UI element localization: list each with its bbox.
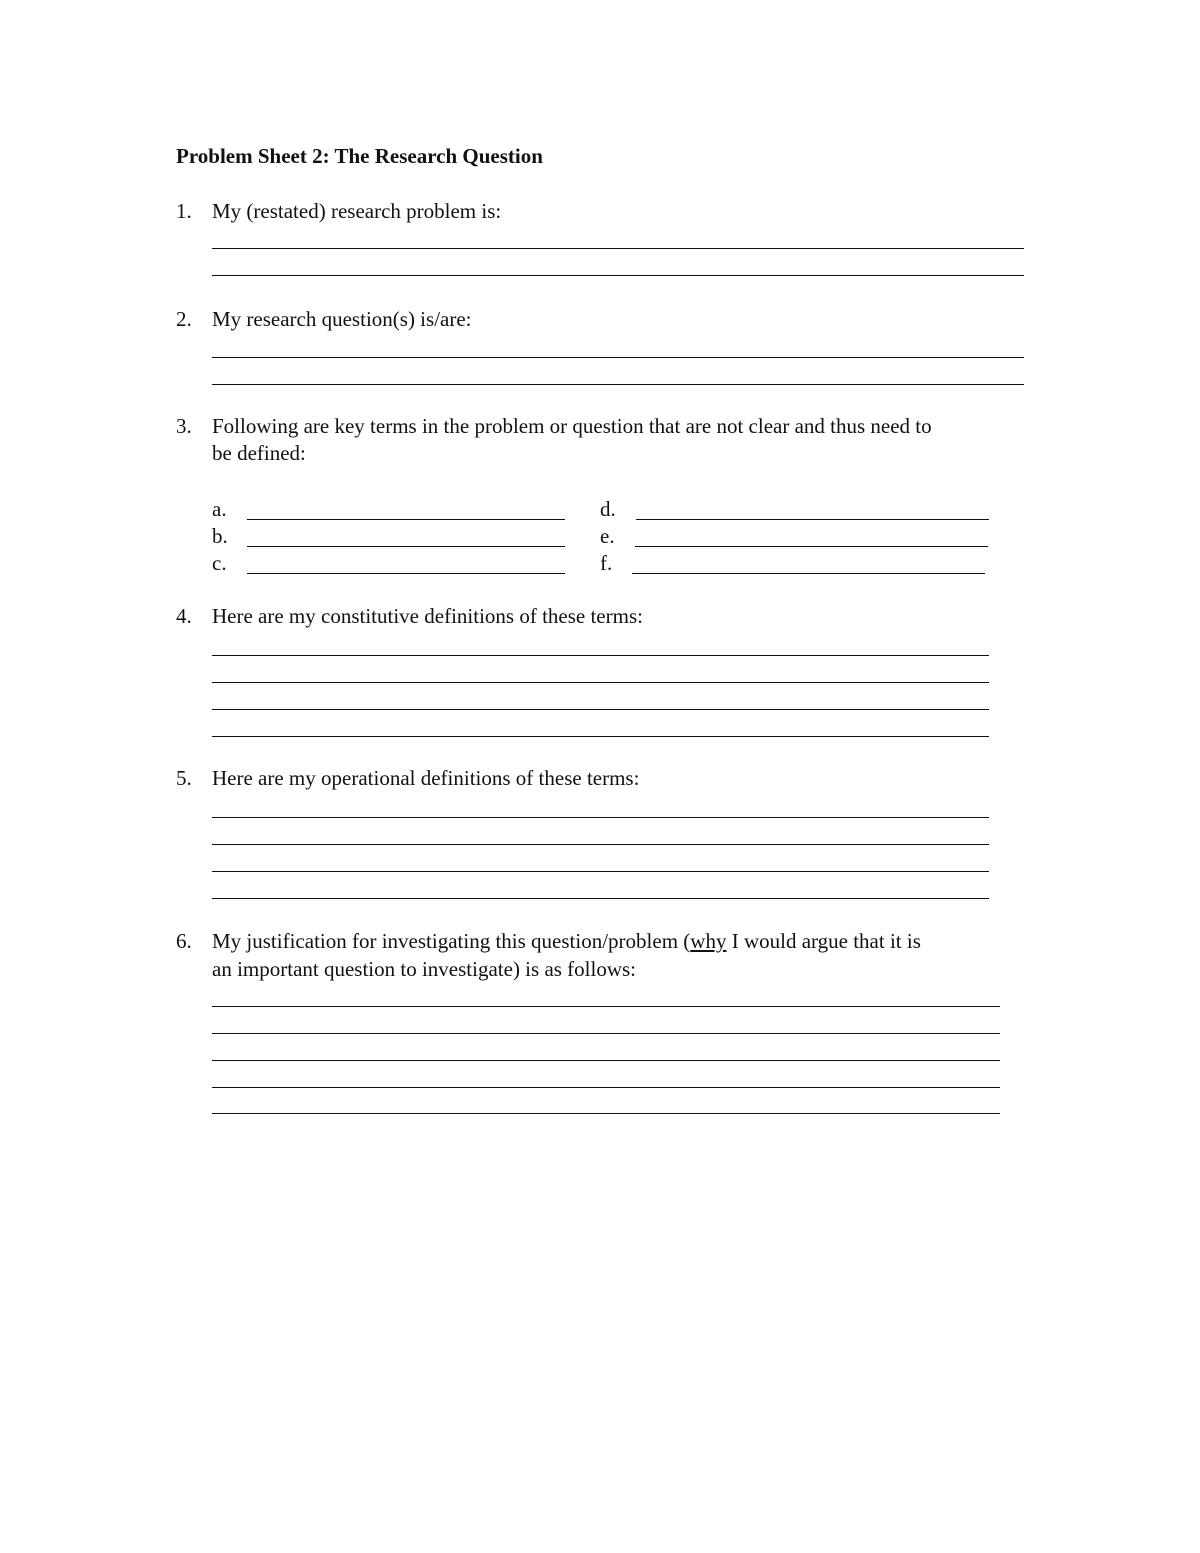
answer-line[interactable] [212,709,989,710]
answer-line[interactable] [212,736,989,737]
answer-line[interactable] [212,682,989,683]
item-text-3-line1: Following are key terms in the problem or question that are not clear and thus need to [212,414,932,438]
term-letter-a: a. [212,497,227,521]
term-line-f[interactable] [632,573,985,574]
answer-line[interactable] [212,1006,1000,1007]
answer-line[interactable] [212,248,1024,249]
term-letter-e: e. [600,524,615,548]
item-number-2: 2. [176,307,192,331]
term-line-b[interactable] [247,546,565,547]
answer-line[interactable] [212,871,989,872]
item-number-3: 3. [176,414,192,438]
answer-line[interactable] [212,357,1024,358]
item-number-1: 1. [176,199,192,223]
term-letter-d: d. [600,497,616,521]
item-number-4: 4. [176,604,192,628]
item-text-5: Here are my operational definitions of these terms: [212,766,640,790]
page-title: Problem Sheet 2: The Research Question [176,144,543,168]
answer-line[interactable] [212,275,1024,276]
item-text-2: My research question(s) is/are: [212,307,472,331]
item-text-6-line1 [212,928,921,955]
answer-line[interactable] [212,1113,1000,1114]
term-line-a[interactable] [247,519,565,520]
answer-line[interactable] [212,1087,1000,1088]
item-number-6: 6. [176,929,192,953]
item-number-5: 5. [176,766,192,790]
item-text-6-before: My justification for investigating this question/problem ( [212,929,691,953]
answer-line[interactable] [212,898,989,899]
item-text-1: My (restated) research problem is: [212,199,502,223]
answer-line[interactable] [212,655,989,656]
term-line-d[interactable] [636,519,989,520]
term-line-e[interactable] [635,546,988,547]
answer-line[interactable] [212,817,989,818]
item-text-3-line2: be defined: [212,441,306,465]
term-line-c[interactable] [247,573,565,574]
answer-line[interactable] [212,384,1024,385]
item-text-6-after: I would argue that it is [726,929,921,953]
item-text-4: Here are my constitutive definitions of these terms: [212,604,643,628]
term-letter-b: b. [212,524,228,548]
answer-line[interactable] [212,844,989,845]
term-letter-c: c. [212,551,227,575]
item-text-6-line2: an important question to investigate) is as follows: [212,957,637,981]
answer-line[interactable] [212,1033,1000,1034]
term-letter-f: f. [600,551,613,575]
item-text-6-emphasis: why [690,929,727,953]
answer-line[interactable] [212,1060,1000,1061]
